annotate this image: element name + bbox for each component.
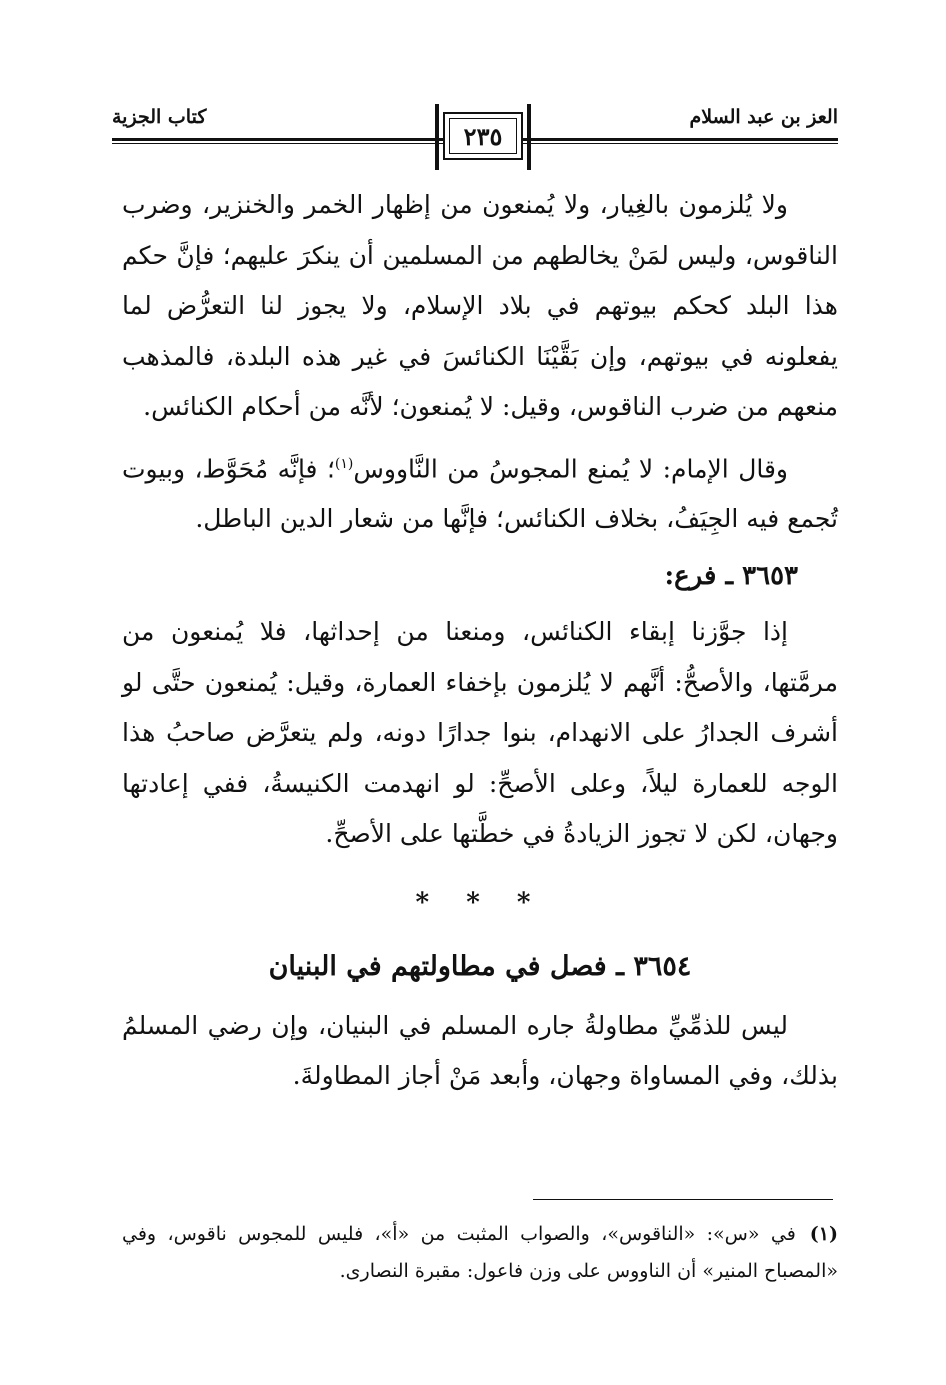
paragraph-1: [122, 180, 838, 433]
page-number: ٢٣٥: [449, 118, 517, 154]
paragraph-2: [122, 439, 838, 545]
section-title-3654: ٣٦٥٤ ـ فصل في مطاولتهم في البنيان: [268, 951, 692, 983]
para1-line-5: الناقوس، وقيل: لا يُمنعون؛ لأنَّه من أحكام الكنائس.: [143, 392, 663, 421]
para2-text-end: ؛ فإنَّه مُحَوَّط، وبيوت تُجمع فيه الجِيَفُ، بخلاف الكنائس؛ فإنَّها من شعار الدين الباطل.: [122, 453, 838, 534]
footnote-1: [122, 1216, 838, 1290]
subheading-3653: ٣٦٥٣ ـ فرع:: [664, 560, 798, 591]
footnote-text: في «س»: «الناقوس»، والصواب المثبت من «أ»، فليس للمجوس ناقوس، وفي «المصباح المنير» أن الناووس على وزن فاعول: مقبرة النصارى.: [122, 1223, 838, 1282]
para1-line-3: البلد كحكم بيوتهم في بلاد الإسلام، ولا يجوز لنا التعرُّض لما يفعلونه في: [122, 291, 839, 371]
paragraph-3: إذا جوَّزنا إبقاء الكنائس، ومنعنا من إحداثها، فلا يُمنعون من مرمَّتها، والأصحُّ: أنَّهم لا يُلزمون بإخفاء العمارة، وقيل: يُمنعون حتَّى لو أشرف الجدارُ على الانهدام، بنوا جدارًا دونه، ولم يتعرَّض صاحبُ هذا الوجه للعمارة ليلاً، وعلى الأصحِّ: لو انهدمت الكنيسةُ، ففي إعادتها وجهان، لكن لا تجوز الزيادةُ في خطَّتها على الأصحِّ.: [122, 617, 838, 849]
footnote-ref[interactable]: (١): [334, 455, 354, 472]
page-number-frame: [443, 112, 523, 160]
footnote-divider: [533, 1199, 833, 1200]
header-author: العز بن عبد السلام: [689, 106, 838, 128]
footnote-number: (١): [809, 1223, 838, 1245]
para1-line-2: الناقوس، وليس لمَنْ يخالطهم من المسلمين أن ينكرَ عليهم؛ فإنَّ حكم هذا: [122, 240, 838, 320]
para2-text-start: وقال الإمام: لا يُمنع المجوسُ من النَّاووس: [353, 453, 788, 483]
para1-line-4: بيوتهم، وإن بَقَّيْنَا الكنائسَ في غير هذه البلدة، فالمذهب منعهم من ضرب: [122, 341, 838, 421]
para1-line-1: ولا يُلزمون بالغِيار، ولا يُمنعون من إظهار الخمر والخنزير، وضرب: [122, 190, 788, 219]
paragraph-4: ليس للذمِّيِّ مطاولةُ جاره المسلم في البنيان، وإن رضي المسلمُ بذلك، وفي المساواة وجهان، وأبعد مَنْ أجاز المطاولةَ.: [122, 1010, 838, 1091]
body-text: [122, 180, 838, 1102]
header-book-title: كتاب الجزية: [112, 106, 207, 128]
section-separator: * * *: [415, 887, 545, 918]
page-header: [112, 96, 838, 166]
